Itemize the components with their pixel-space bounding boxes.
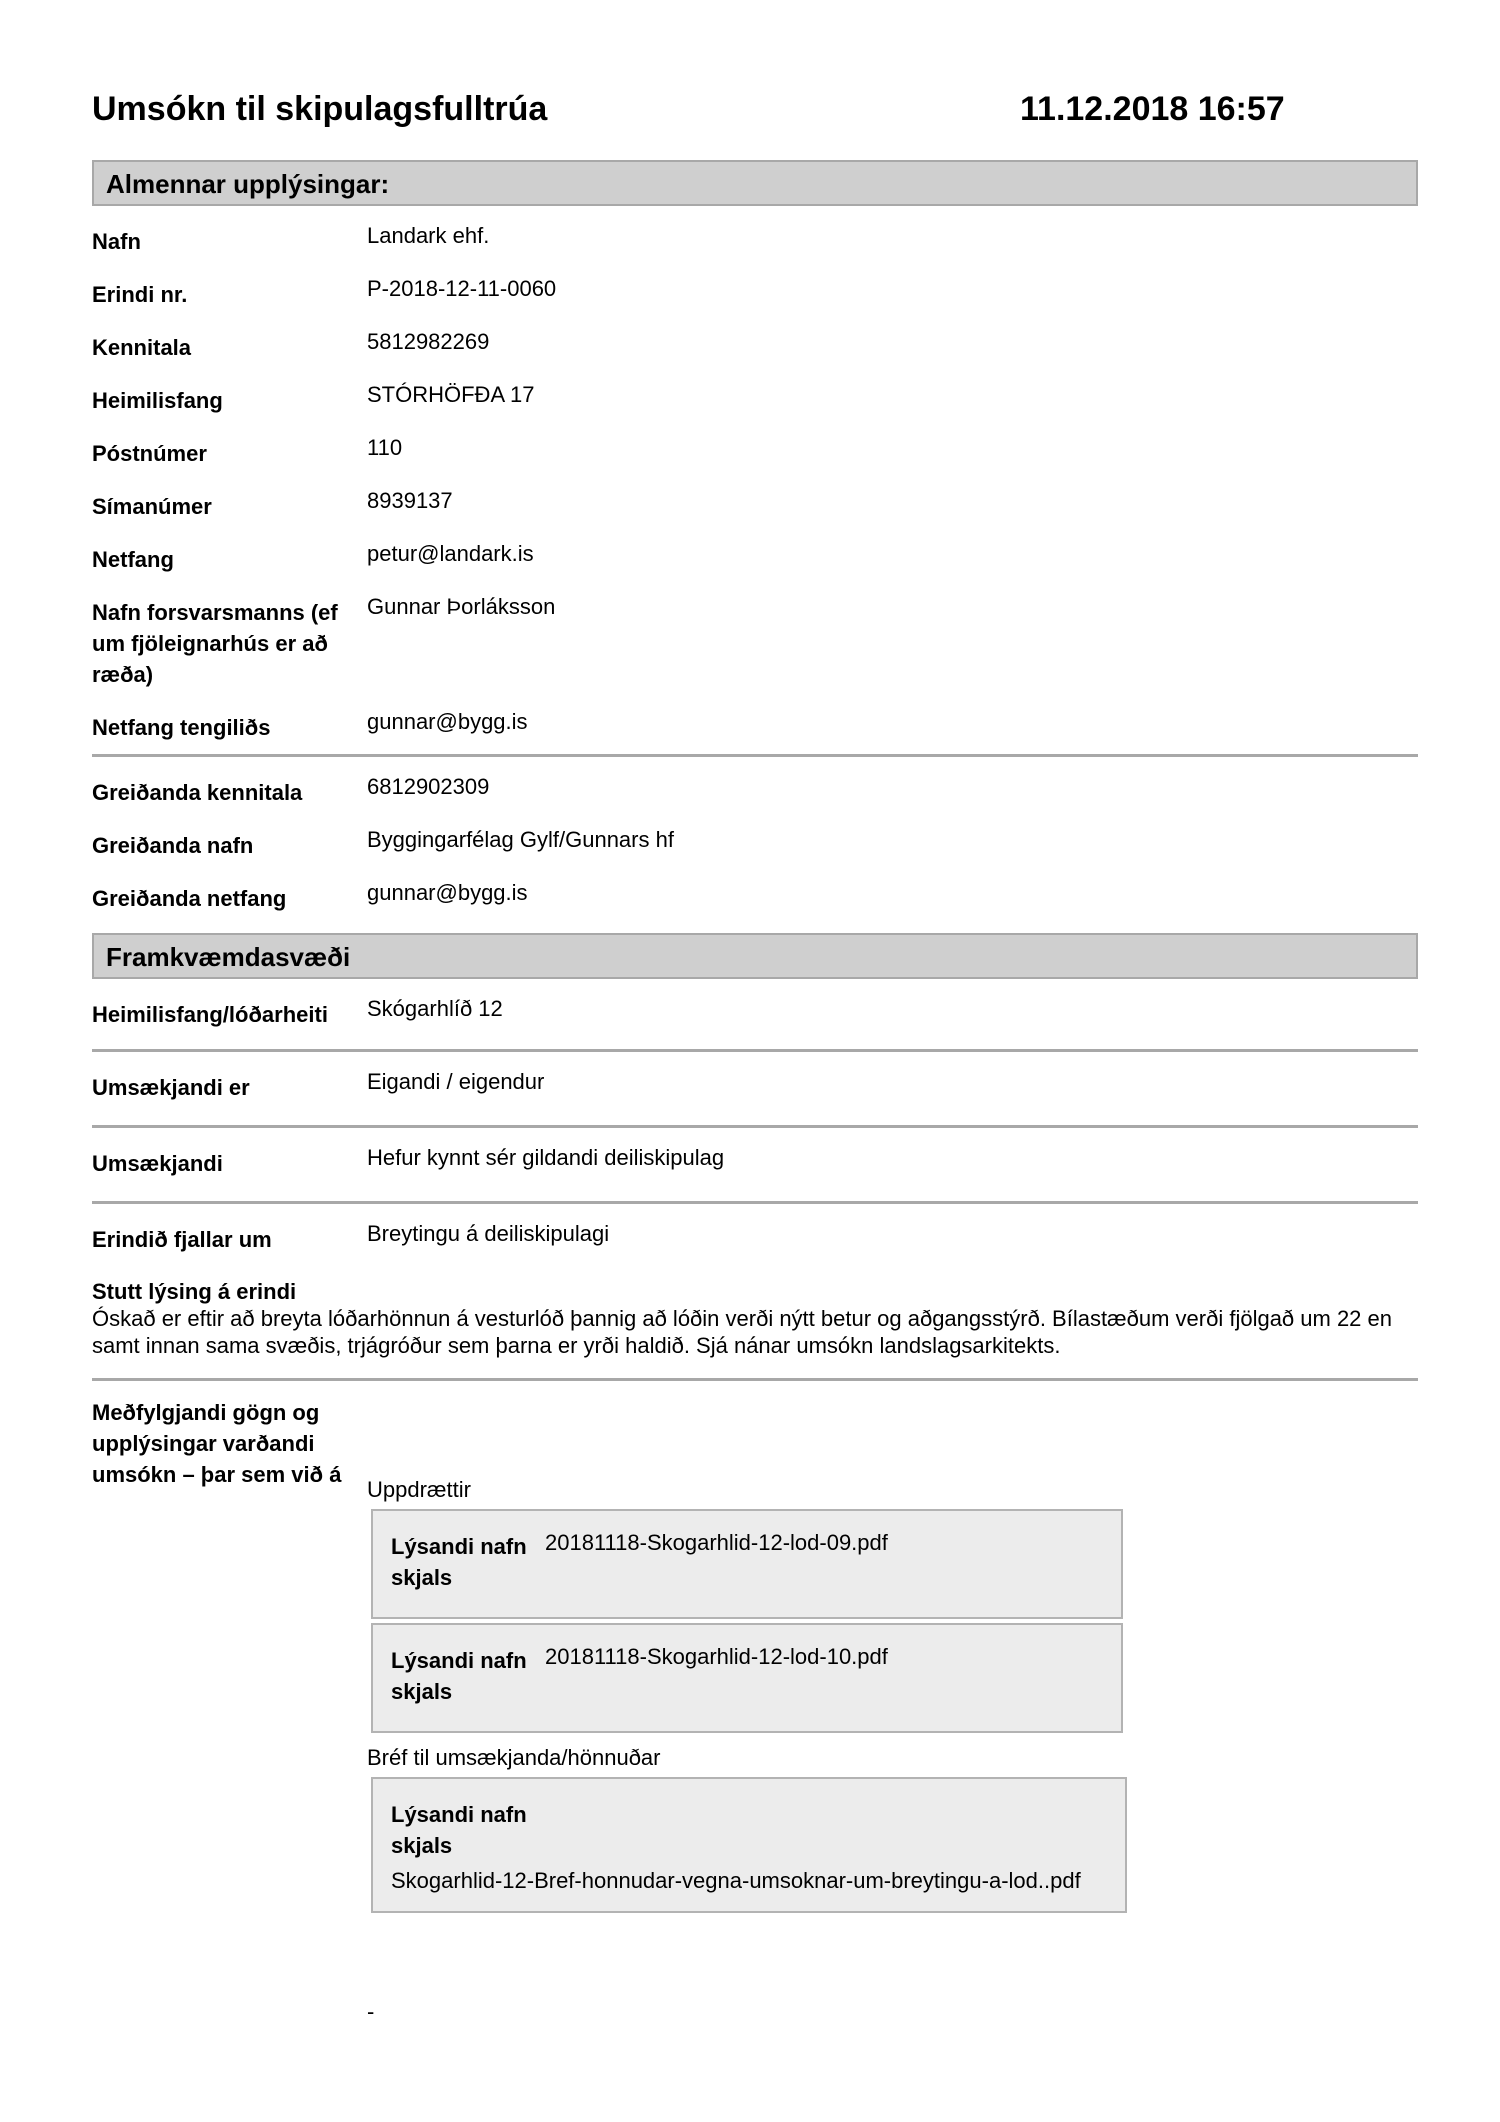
short-description-label: Stutt lýsing á erindi: [92, 1279, 297, 1304]
trailing-dash: -: [367, 1999, 375, 2024]
field-label: Greiðanda nafn: [92, 833, 254, 858]
field-label: Símanúmer: [92, 494, 212, 519]
attachments-list: [367, 1477, 1127, 1913]
field-value: gunnar@bygg.is: [367, 880, 528, 905]
field-label: Erindið fjallar um: [92, 1227, 272, 1252]
field-value: Gunnar Þorláksson: [367, 594, 556, 619]
field-row-representative: [92, 577, 1418, 692]
field-value: Skógarhlíð 12: [367, 996, 503, 1021]
attachment-filename[interactable]: Skogarhlid-12-Bref-honnudar-vegna-umsoknar-um-breytingu-a-lod..pdf: [391, 1868, 1081, 1893]
field-row-site-address: [92, 979, 1418, 1049]
field-label: Netfang: [92, 547, 174, 572]
field-row-contact-email: [92, 692, 1418, 754]
attachment-item[interactable]: [371, 1509, 1123, 1619]
field-label: Kennitala: [92, 335, 192, 360]
field-value: 5812982269: [367, 329, 490, 354]
field-label: Umsækjandi er: [92, 1075, 250, 1100]
field-label: Heimilisfang/lóðarheiti: [92, 1002, 328, 1027]
field-label: Umsækjandi: [92, 1151, 223, 1176]
field-label: Greiðanda netfang: [92, 886, 287, 911]
attachments-label: Meðfylgjandi gögn og upplýsingar varðandi umsókn – þar sem við á: [92, 1400, 342, 1487]
field-row-applicant: [92, 1128, 1418, 1201]
submission-datetime: 11.12.2018 16:57: [1020, 90, 1285, 128]
field-value: P-2018-12-11-0060: [367, 276, 557, 301]
field-row-concerns: [92, 1204, 1418, 1272]
letters-group-title: Bréf til umsækjanda/hönnuðar: [367, 1745, 661, 1770]
attachment-filename[interactable]: 20181118-Skogarhlid-12-lod-10.pdf: [545, 1644, 888, 1669]
field-row-payer-ssn: [92, 757, 1418, 810]
field-row-payer-name: [92, 810, 1418, 863]
drawings-group-title: Uppdrættir: [367, 1477, 471, 1502]
attachment-label: Lýsandi nafn skjals: [391, 1648, 527, 1704]
short-description-text: Óskað er eftir að breyta lóðarhönnun á vesturlóð þannig að lóðin verði nýtt betur og aðgangsstýrð. Bílastæðum verði fjölgað um 22 en samt innan sama svæðis, trjágróður sem þarna er yrði haldið. Sjá nánar umsókn landslagsarkitekts.: [92, 1306, 1392, 1358]
field-value: Hefur kynnt sér gildandi deiliskipulag: [367, 1145, 725, 1170]
section-header-site: Framkvæmdasvæði: [92, 933, 1418, 979]
field-label: Póstnúmer: [92, 441, 207, 466]
field-value: 8939137: [367, 488, 453, 513]
field-label: Netfang tengiliðs: [92, 715, 271, 740]
field-row-postcode: [92, 418, 1418, 471]
field-row-ssn: [92, 312, 1418, 365]
attachment-item[interactable]: [371, 1777, 1127, 1913]
field-row-applicant-is: [92, 1052, 1418, 1125]
attachment-label: Lýsandi nafn skjals: [391, 1802, 527, 1858]
field-label: Nafn forsvarsmanns (ef um fjöleignarhús er að ræða): [92, 600, 338, 687]
short-description: [92, 1272, 1418, 1378]
title-row: [92, 0, 1418, 160]
field-row-email: [92, 524, 1418, 577]
field-label: Nafn: [92, 229, 141, 254]
field-value: STÓRHÖFÐA 17: [367, 382, 535, 407]
field-value: gunnar@bygg.is: [367, 709, 528, 734]
field-value: petur@landark.is: [367, 541, 534, 566]
page-title: Umsókn til skipulagsfulltrúa: [92, 90, 548, 128]
field-value: 110: [367, 435, 403, 460]
field-row-payer-email: [92, 863, 1418, 933]
field-label: Greiðanda kennitala: [92, 780, 303, 805]
field-row-name: [92, 206, 1418, 259]
field-value: Landark ehf.: [367, 223, 490, 248]
attachments-section: [92, 1381, 1418, 2051]
field-value: Breytingu á deiliskipulagi: [367, 1221, 610, 1246]
field-row-case-number: [92, 259, 1418, 312]
field-row-phone: [92, 471, 1418, 524]
attachment-filename[interactable]: 20181118-Skogarhlid-12-lod-09.pdf: [545, 1530, 888, 1555]
section-header-general: Almennar upplýsingar:: [92, 160, 1418, 206]
field-value: Eigandi / eigendur: [367, 1069, 545, 1094]
field-row-address: [92, 365, 1418, 418]
field-value: 6812902309: [367, 774, 490, 799]
application-document: [92, 0, 1418, 2051]
field-value: Byggingarfélag Gylf/Gunnars hf: [367, 827, 674, 852]
attachment-label: Lýsandi nafn skjals: [391, 1534, 527, 1590]
field-label: Heimilisfang: [92, 388, 223, 413]
field-label: Erindi nr.: [92, 282, 188, 307]
attachment-item[interactable]: [371, 1623, 1123, 1733]
